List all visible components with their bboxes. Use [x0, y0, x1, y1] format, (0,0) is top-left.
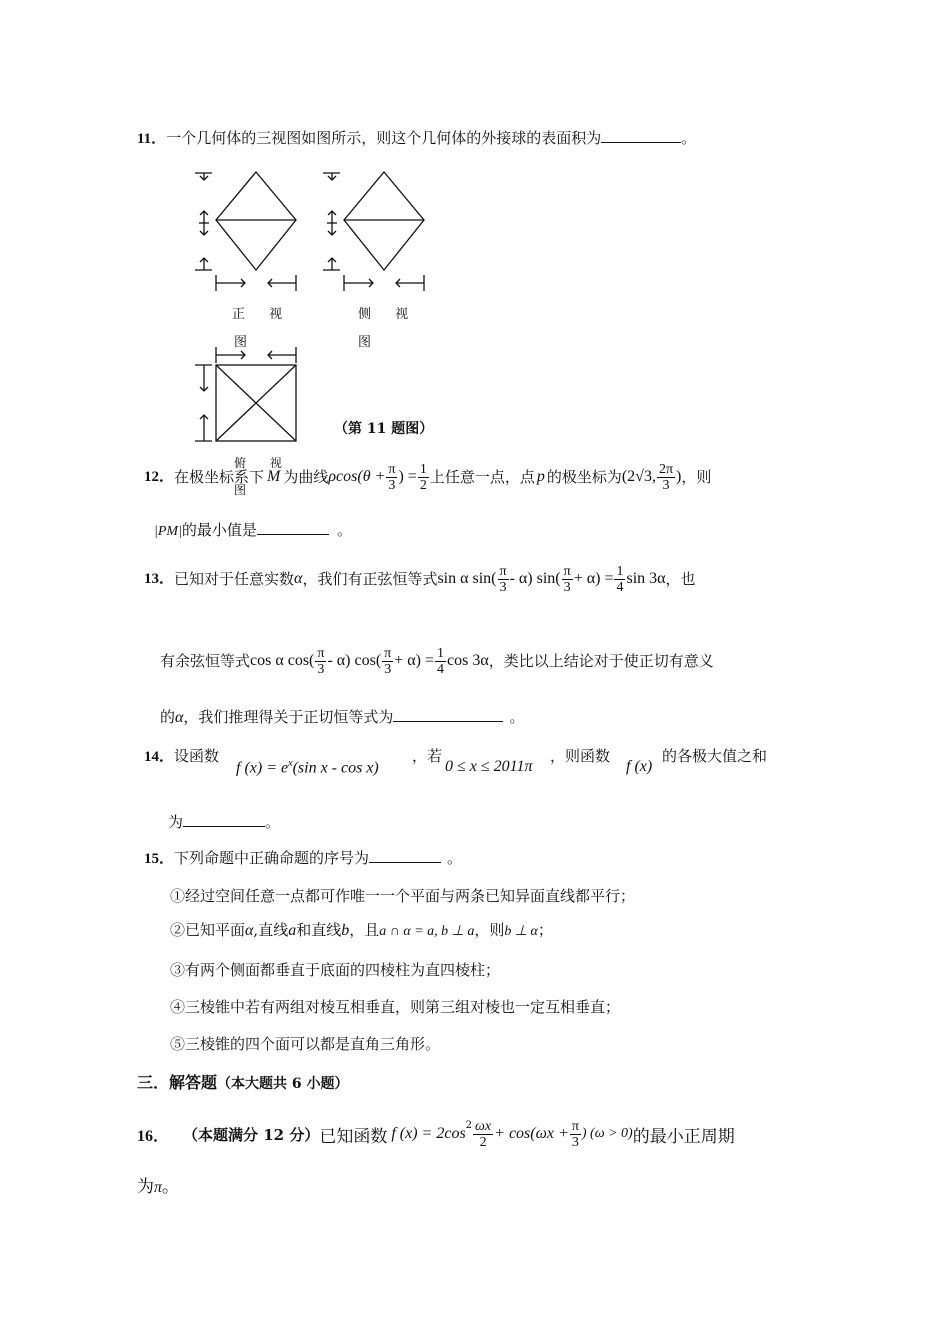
q12-answer-blank [257, 520, 329, 535]
q15-item-1: ①经过空间任意一点都可作唯一一个平面与两条已知异面直线都平行； [170, 887, 636, 905]
q11-number: 11． [137, 131, 167, 147]
q13-text-1: 已知对于任意实数 [174, 570, 295, 588]
q13-cos-b: - α) cos( [327, 652, 382, 669]
frac-num: 1 [616, 563, 624, 579]
q14-text-2: ，若 [412, 747, 443, 765]
q15-item2-alpha: α [245, 922, 254, 939]
q16-text-1: 已知函数 [319, 1126, 388, 1147]
q14-number: 14． [144, 749, 175, 765]
frac-den: 2 [419, 477, 427, 493]
q12-text-5: ，则 [681, 468, 712, 486]
q14-function [236, 758, 379, 777]
q12-frac-2pi-3 [657, 462, 675, 493]
section-3-title: 三．解答题 [137, 1073, 218, 1092]
q12-curve-b: ) = [398, 468, 417, 485]
q15-number: 15． [144, 851, 175, 867]
q12-line-1 [144, 458, 711, 496]
q12-var-M: M [267, 468, 281, 485]
q16-number: 16． [137, 1127, 170, 1145]
side-view-figure [318, 165, 438, 295]
q16-frac-omega [473, 1119, 493, 1150]
q12-text-2: 为曲线 [283, 468, 329, 486]
q13-frac-b [562, 564, 573, 595]
q16-text-2: 的最小正周期 [632, 1126, 735, 1147]
q12-text-1: 在极坐标系下 [174, 468, 265, 486]
q12-number: 12． [144, 469, 175, 485]
q13-alpha-2: α [175, 709, 184, 726]
q13-text-5: ，类比以上结论对于使正切有意义 [488, 652, 714, 670]
q13-cos-c: + α) = [394, 652, 435, 669]
side-view-label-2: 图 [358, 335, 382, 350]
frac-den: 4 [616, 579, 624, 595]
q15-item2-a-var: a [288, 922, 297, 939]
q12-line-2 [154, 520, 352, 542]
q15-text: 下列命题中正确命题的序号为 [174, 849, 370, 867]
frac-den: 3 [662, 477, 670, 493]
q15-item2-e: ，则 [474, 921, 505, 939]
frac-num: π [384, 645, 392, 661]
front-view-figure [190, 165, 310, 295]
q11-end: 。 [681, 129, 697, 147]
q12-text-6: 的最小值是 [181, 521, 257, 539]
q12-frac-1-2 [418, 462, 429, 493]
frac-num: π [571, 1118, 579, 1134]
q15-answer-blank [369, 848, 441, 863]
q13-text-6: 的 [160, 708, 176, 726]
q14-x-sup: x [288, 758, 293, 769]
q12-coord-a: (2√3, [621, 468, 656, 485]
q15-item2-b: ,直线 [253, 921, 289, 939]
q13-line-2 [160, 642, 714, 680]
q15-item2-b-var: b [341, 922, 350, 939]
side-view-label: 侧 视 [358, 307, 419, 322]
q14-text-5: 为 [168, 813, 184, 831]
q16-score: （本题满分 12 分） [183, 1125, 320, 1144]
q13-answer-blank [393, 707, 503, 722]
top-view-figure [190, 345, 310, 445]
section-3-heading [137, 1070, 349, 1093]
q13-frac-f [435, 646, 446, 677]
q16-square: 2 [465, 1120, 473, 1131]
q14-end: 。 [265, 813, 281, 831]
q15-item-3: ③有两个侧面都垂直于底面的四棱柱为直四棱柱； [170, 961, 501, 979]
q14-answer-blank [183, 812, 265, 827]
q15-item2-concl: b ⊥ α [504, 924, 538, 939]
q14-text-4-wrap [662, 746, 767, 766]
section-3-sub: （本大题共 6 小题） [217, 1076, 349, 1092]
q15-item2-c: 和直线 [296, 921, 342, 939]
q16-text-3: 为 [137, 1177, 154, 1197]
frac-num: 2π [658, 461, 674, 477]
front-view-label-2: 图 [234, 335, 258, 350]
q14-fx: f (x) [626, 758, 653, 775]
q14-f2: (sin x - cos x) [292, 759, 379, 777]
q13-text-3: ，也 [665, 570, 696, 588]
q14-text-2-wrap [412, 746, 442, 766]
frac-den: 3 [571, 1134, 579, 1150]
frac-den: 2 [479, 1134, 487, 1150]
q13-frac-d [315, 646, 326, 677]
q12-end: 。 [336, 521, 352, 539]
q13-frac-e [382, 646, 393, 677]
q12-text-3: 上任意一点，点 [429, 468, 535, 486]
q12-coord-b: ) [676, 468, 682, 485]
q16-f-c: ) (ω > 0) [581, 1126, 633, 1141]
q13-number: 13． [144, 571, 175, 587]
q13-sin-b: - α) sin( [509, 570, 561, 587]
q14-text-1: 设函数 [174, 747, 220, 765]
q16-line-2 [137, 1172, 179, 1197]
frac-den: 3 [563, 579, 571, 595]
q13-text-7: ，我们推理得关于正切恒等式为 [183, 708, 394, 726]
q13-frac-c [614, 564, 625, 595]
top-view-label: 俯 视 [234, 456, 292, 470]
q15-item-5: ⑤三棱锥的四个面可以都是直角三角形。 [170, 1035, 441, 1053]
q14-text-3-wrap [550, 746, 610, 766]
side-view-diamond [344, 172, 424, 270]
q13-cos-a: cos α cos( [250, 652, 315, 669]
frac-den: 4 [437, 661, 445, 677]
q16-frac-pi-3 [570, 1119, 581, 1150]
q15-end: 。 [447, 849, 463, 867]
q13-text-4: 有余弦恒等式 [160, 652, 251, 670]
frac-den: 3 [388, 477, 396, 493]
q12-text-4: 的极坐标为 [546, 468, 622, 486]
q15-item2-cond: a ∩ α = a, b ⊥ a [379, 924, 475, 939]
q14-f: f (x) = e [236, 759, 289, 777]
q13-text-2: ，我们有正弦恒等式 [302, 570, 438, 588]
q11-line [137, 128, 696, 149]
q16-pi: π [154, 1179, 163, 1196]
q16-f-b: + cos(ωx + [494, 1125, 569, 1142]
q13-alpha: α [294, 570, 303, 587]
q15-item2-a: ②已知平面 [170, 921, 246, 939]
q13-line-1 [144, 560, 696, 598]
q13-sin-d: sin 3α [626, 570, 666, 587]
frac-num: π [499, 563, 507, 579]
q14-text-4: 的各极大值之和 [662, 747, 768, 765]
q14-line-2 [168, 812, 280, 832]
frac-den: 3 [384, 661, 392, 677]
q15-item2-f: ； [537, 921, 553, 939]
q12-pm: |PM| [154, 524, 182, 539]
q11-answer-blank [601, 128, 681, 143]
frac-num: 1 [437, 645, 445, 661]
q16-end: 。 [162, 1177, 180, 1197]
q13-end: 。 [509, 708, 525, 726]
q13-frac-a [498, 564, 509, 595]
q12-curve-a: ρcos(θ + [328, 468, 386, 485]
q11-text: 一个几何体的三视图如图所示，则这个几何体的外接球的表面积为 [166, 129, 602, 147]
q12-var-p: p [536, 468, 545, 485]
q15-item2-d: ，且 [349, 921, 380, 939]
frac-num: π [563, 563, 571, 579]
front-view-diamond [216, 172, 296, 270]
frac-num: 1 [419, 461, 427, 477]
q14-text-3: ，则函数 [550, 747, 611, 765]
frac-num: π [317, 645, 325, 661]
q15-line [144, 848, 462, 869]
q13-cos-d: cos 3α [447, 652, 489, 669]
q16-line-1 [137, 1112, 735, 1156]
top-view-label-2: 图 [234, 483, 257, 497]
q15-item-2 [170, 920, 553, 942]
q14-range: 0 ≤ x ≤ 2011π [445, 758, 533, 775]
q15-item-4: ④三棱锥中若有两组对棱互相垂直，则第三组对棱也一定互相垂直； [170, 998, 621, 1016]
frac-den: 3 [499, 579, 507, 595]
q13-line-3 [160, 707, 524, 728]
frac-num: π [388, 461, 396, 477]
q13-sin-c: + α) = [573, 570, 614, 587]
q13-sin-a: sin α sin( [437, 570, 497, 587]
q16-f-a: f (x) = 2cos [391, 1125, 466, 1142]
frac-den: 3 [317, 661, 325, 677]
q12-frac-pi-3 [386, 462, 397, 493]
figure-caption: （第 11 题图） [334, 421, 434, 437]
frac-num: ωx [475, 1118, 492, 1134]
q14-line-1a [144, 746, 219, 767]
front-view-label: 正 视 [232, 307, 293, 322]
